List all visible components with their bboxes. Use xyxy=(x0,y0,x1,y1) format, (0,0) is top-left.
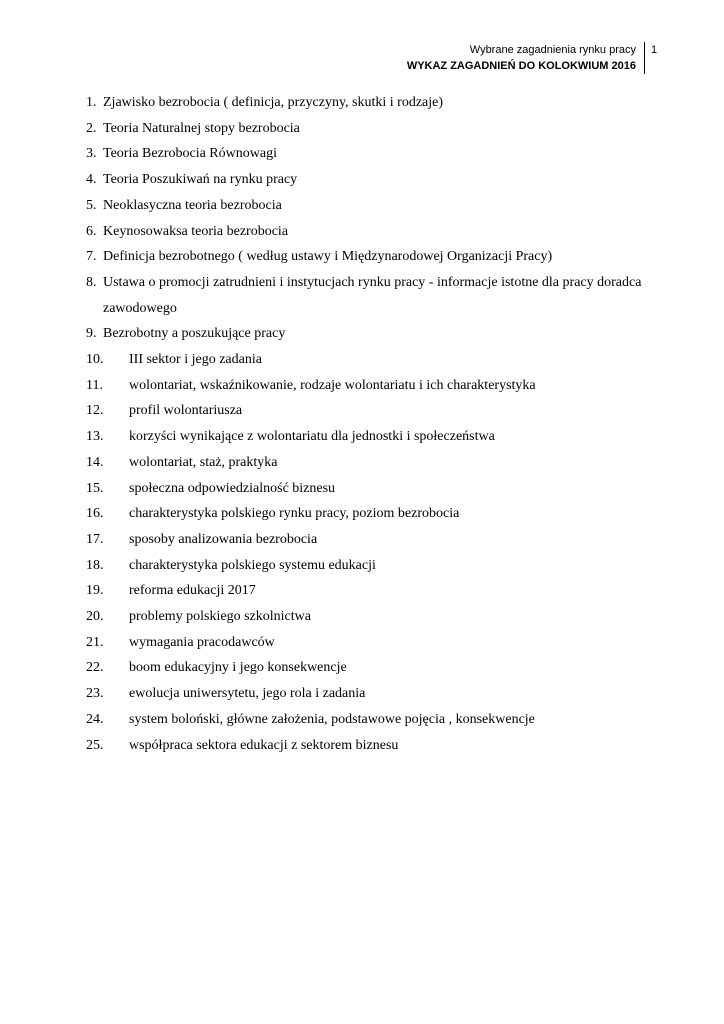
list-item-number: 21. xyxy=(86,634,104,650)
list-item xyxy=(86,707,646,733)
list-item-text: Zjawisko bezrobocia ( definicja, przyczyny, skutki i rodzaje) xyxy=(103,95,444,110)
list-item xyxy=(86,424,646,450)
list-item-text: Keynosowaksa teoria bezrobocia xyxy=(103,223,289,239)
list-item xyxy=(86,476,646,502)
list-item-text: Definicja bezrobotnego ( według ustawy i Międzynarodowej Organizacji Pracy) xyxy=(103,249,553,265)
list-item-number: 12. xyxy=(86,403,104,419)
list-item-number: 22. xyxy=(86,660,104,676)
list-item-number: 19. xyxy=(86,583,104,599)
list-item xyxy=(86,116,646,142)
list-item xyxy=(86,141,646,167)
list-item xyxy=(86,604,646,630)
list-item xyxy=(86,373,646,399)
list-item xyxy=(86,167,646,193)
list-item xyxy=(86,321,646,347)
list-item-number: 2. xyxy=(86,120,97,136)
list-item-number: 18. xyxy=(86,557,104,573)
list-item-text: korzyści wynikające z wolontariatu dla jednostki i społeczeństwa xyxy=(129,429,495,445)
list-item-number: 3. xyxy=(86,146,97,162)
list-item-number: 5. xyxy=(86,197,97,213)
list-item-text: Bezrobotny a poszukujące pracy xyxy=(103,326,286,342)
list-item-text: społeczna odpowiedzialność biznesu xyxy=(129,480,336,496)
list-item-number: 25. xyxy=(86,737,104,753)
list-item-number: 7. xyxy=(86,249,97,265)
list-item-number: 1. xyxy=(86,95,97,110)
list-item-number: 8. xyxy=(86,274,97,290)
list-item-number: 13. xyxy=(86,429,104,445)
list-item xyxy=(86,630,646,656)
list-item-text: wolontariat, wskaźnikowanie, rodzaje wolontariatu i ich charakterystyka xyxy=(129,377,536,393)
list-item-number: 6. xyxy=(86,223,97,239)
page-number: 1 xyxy=(651,44,658,56)
list-item xyxy=(86,90,646,116)
list-item-text: Teoria Bezrobocia Równowagi xyxy=(103,146,277,162)
list-item-text: współpraca sektora edukacji z sektorem biznesu xyxy=(129,737,399,753)
list-item-number: 23. xyxy=(86,686,104,702)
header-subtitle: Wybrane zagadnienia rynku pracy xyxy=(469,44,636,56)
list-item-text: charakterystyka polskiego rynku pracy, poziom bezrobocia xyxy=(129,506,460,522)
list-item xyxy=(86,578,646,604)
list-item-text: problemy polskiego szkolnictwa xyxy=(129,609,311,625)
list-item-text: profil wolontariusza xyxy=(129,403,243,419)
list-item-text: wymagania pracodawców xyxy=(129,634,275,650)
list-item xyxy=(86,398,646,424)
list-item xyxy=(86,501,646,527)
page-header xyxy=(407,42,642,74)
list-item-number: 20. xyxy=(86,609,104,625)
list-item xyxy=(86,193,646,219)
list-item-number: 24. xyxy=(86,711,104,727)
list-item-text: charakterystyka polskiego systemu edukacji xyxy=(129,557,376,573)
list-item-text: Neoklasyczna teoria bezrobocia xyxy=(103,197,282,213)
list-item-text: system boloński, główne założenia, podstawowe pojęcia , konsekwencje xyxy=(129,711,535,727)
list-item-text: boom edukacyjny i jego konsekwencje xyxy=(129,660,347,676)
list-item xyxy=(86,527,646,553)
header-title: WYKAZ ZAGADNIEŃ DO KOLOKWIUM 2016 xyxy=(406,60,636,72)
list-item-text: Ustawa o promocji zatrudnieni i instytucjach rynku pracy - informacje istotne dla pracy doradca zawodowego xyxy=(103,274,642,316)
list-item-number: 9. xyxy=(86,326,97,342)
list-item-text: wolontariat, staż, praktyka xyxy=(129,454,278,470)
list-item-text: sposoby analizowania bezrobocia xyxy=(129,531,318,547)
list-item-text: Teoria Naturalnej stopy bezrobocia xyxy=(103,120,300,136)
header-divider xyxy=(644,42,645,74)
list-item xyxy=(86,450,646,476)
topic-list xyxy=(86,90,646,758)
list-item xyxy=(86,347,646,373)
list-item xyxy=(86,270,646,321)
list-item xyxy=(86,219,646,245)
list-item-number: 16. xyxy=(86,506,104,522)
list-item-number: 10. xyxy=(86,352,104,368)
list-item-number: 11. xyxy=(86,377,103,393)
list-item xyxy=(86,244,646,270)
list-item xyxy=(86,655,646,681)
list-item xyxy=(86,681,646,707)
list-item xyxy=(86,733,646,759)
list-item-number: 14. xyxy=(86,454,104,470)
list-item-number: 4. xyxy=(86,172,97,188)
list-item-text: III sektor i jego zadania xyxy=(129,352,262,368)
list-item xyxy=(86,553,646,579)
list-item-text: Teoria Poszukiwań na rynku pracy xyxy=(103,172,298,188)
list-item-text: reforma edukacji 2017 xyxy=(129,583,256,599)
list-item-number: 17. xyxy=(86,531,104,547)
list-item-number: 15. xyxy=(86,480,104,496)
list-item-text: ewolucja uniwersytetu, jego rola i zadania xyxy=(129,686,366,702)
